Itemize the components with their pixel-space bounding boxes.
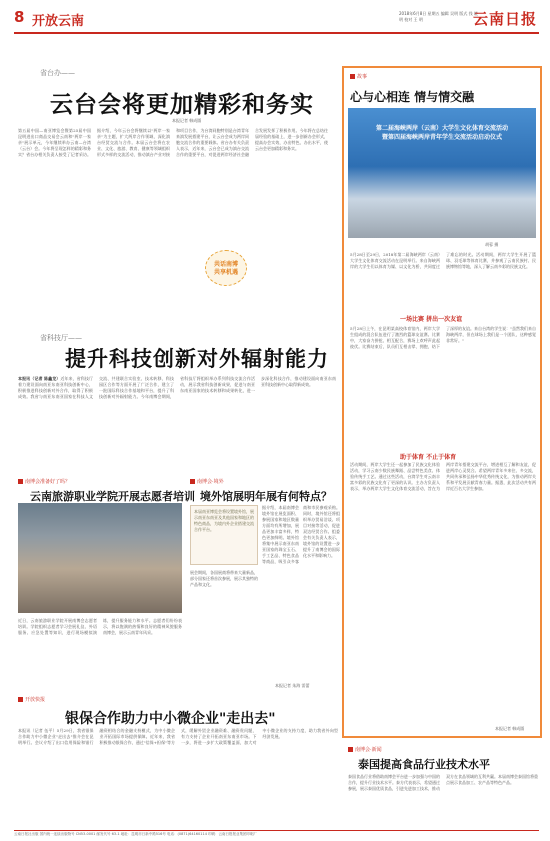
article2-text: 近年来，省科技厅着力建设面向南亚东南亚科技创新中心，积极推进科技创新对外合作，取得了积极成效。我省与南亚东南亚国家在科技人文交流、共建联合实验室、技术转移、科技园区合作等方面开展了广泛合作，建立了一批国际科技合作基地和平台，提升了科技创新对外辐射能力。今年南博会期间，省科技厅将组织举办系列科技交流合作活动，展示我省科技创新成果，促进与南亚东南亚国家的技术转移和成果转化，进一步深化科技合作，推动建设面向南亚东南亚科技创新中心取得新成效。 bbox=[18, 376, 336, 399]
article3-body: 近日，云南旅游职业学院开展南博会志愿者培训。学院组织志愿者学习会展礼仪、外语服务、应急处置等知识，进行现场模拟演练，提升服务能力和水平。志愿者们纷纷表示，将以饱满的热情和良好的精神风貌服务南博会，展示云南青年风采。 bbox=[18, 618, 182, 635]
feature-subhead2: 助于体育 不止于体育 bbox=[400, 454, 457, 461]
article1-byline: 本报记者 韩成圆 bbox=[172, 118, 202, 123]
section-name: 开放云南 bbox=[32, 14, 85, 29]
article1-kicker: 省台办—— bbox=[40, 69, 75, 77]
volunteer-training-photo bbox=[18, 503, 182, 613]
masthead-logo: 云南日报 bbox=[472, 10, 537, 28]
page-number: 8 bbox=[14, 8, 25, 26]
issue-info: 2018年6月8日 星期五 编辑 吴明 版式 钱 晓明 校对 王 明 bbox=[399, 11, 478, 22]
square-icon bbox=[190, 479, 195, 484]
article1-title: 云台会将更加精彩和务实 bbox=[50, 92, 314, 118]
article4-body2: 展会期间，各国展商将带来大量新品，部分国家还将首次参展，展示其独特的产品和文化。 bbox=[190, 570, 258, 587]
square-icon bbox=[348, 747, 353, 752]
article4-kicker bbox=[190, 478, 224, 485]
article6-body: 泰国食品行业将借助南博会平台进一步加强与中国的合作，提升行业技术水平。泰方代表表示，希望通过参展，展示泰国优质食品，引进先进加工技术，推动双方在食品领域的互利共赢。本届南博会泰国馆将重点展示食品加工、农产品等特色产品。 bbox=[348, 774, 538, 791]
callout-text: 本届南亚博览会将设置境外馆，展示南亚东南亚及其他国家和地区的特色商品，为境内外企业搭建交流合作平台。 bbox=[194, 509, 254, 532]
article3-title: 云南旅游职业学院开展志愿者培训 bbox=[30, 490, 195, 503]
article4-callout bbox=[190, 505, 258, 565]
feature-title: 心与心相连 情与情交融 bbox=[350, 90, 475, 104]
article4-title: 境外馆展明年展有何特点？ bbox=[200, 490, 332, 503]
feature-intro: 5月28日至29日，2018年第二届海峡两岸（云南）大学生文化体育交流活动在昆明举行。来自海峡两岸的大学生们以体育为媒、以文化为桥，共同度过了难忘的时光。活动期间，两岸大学生开展了篮球、羽毛球等体育比赛，并参观了云南民族村、民族博物馆等地，深入了解云南多彩的民族文化。 bbox=[350, 252, 536, 269]
page-footer: 云南日报社出版 国内统一连续出版物号 CN53-0001 邮发代号 63-1 地址：昆明市日新中路516号 电话：(0871)64160114 印刷：云南日报报业集团印刷厂 bbox=[14, 830, 539, 837]
article5-body: 本报讯（记者 伍平）5月29日，我省银保合作助力中小微企业"走出去"推介会在昆明举行。会议介绍了出口信用保险和银行融资相结合的金融支持模式，为中小微企业开拓国际市场提供保障。近年来，我省积极推动银保合作，通过"信保+担保"等方式，缓解外贸企业融资难、融资贵问题，有力支持了企业开拓南亚东南亚市场。下一步，将进一步扩大政策覆盖面，加大对中小微企业的支持力度，助力我省外向型经济发展。 bbox=[18, 728, 338, 745]
banner-line1: 第二届海峡两岸（云南）大学生文化体育交流活动 bbox=[375, 125, 508, 132]
banner-line2: 暨第四届海峡两岸青年学生交流活动启动仪式 bbox=[381, 134, 502, 141]
stamp-line2: 共享机遇 bbox=[213, 269, 238, 276]
square-icon bbox=[18, 479, 23, 484]
feature-kicker-text: 故事 bbox=[357, 74, 368, 80]
article4-body: 据介绍，本届南博会境外馆在展览面积、参展国家和地区数量方面均有所增加，展品更加丰富多样，特色更加鲜明。境外馆将集中展示南亚东南亚国家的珠宝玉石、手工艺品、特色食品等商品，吸引众多客商和市民参观采购。同时，境外馆还将组织举办贸易洽谈、项目对接等活动，促进双边经贸合作。组委会有关负责人表示，境外馆的设置进一步提升了南博会的国际化水平和影响力。 bbox=[262, 505, 340, 564]
article6-title: 泰国提高食品行业技术水平 bbox=[358, 758, 490, 771]
article1-body: 第五届中国—南亚博览会暨第25届中国昆明进出口商品交易会云南和"两岸一家亲"展示单元，今年继续举办云南—台湾（云台）会。今年将呈现怎样的精彩和务实？省台办相关负责人接受了记者采访。据介绍，今年云台会将继续以"两岸一家亲"为主题，扩大两岸合作领域，深化滇台经贸交流与合作。本届云台会将在农业、文化、旅游、教育、健康等领域组织形式多样的交流活动，推动滇台产业对接和项目合作，为台湾同胞特别是台湾青年来滇发展搭建平台，让云台会成为两岸同胞交流合作的重要载体。省台办有关负责人表示，近年来，云台会已成为滇台交流合作的重要平台，对促进两岸经济社会融合发展发挥了积极作用。今年将在总结往届经验的基础上，进一步创新办会形式，提高办会实效，办出特色、办出水平，使云台会更加精彩和务实。 bbox=[18, 128, 328, 157]
article5-kicker-text: 开放快报 bbox=[25, 697, 46, 703]
feature-body1: 5月28日上午，在昆明某高校体育馆内，两岸大学生组成的混合队伍进行了激烈的篮球友谊赛。比赛中，大家奋力拼抢、相互配合，赛场上欢呼声此起彼伏。比赛结束后，队员们互相击掌、拥抱，结下了深厚的友谊。来自台湾的学生说："虽然我们来自海峡两岸，但在球场上我们是一个团队，这种感觉非常好。" bbox=[350, 326, 536, 349]
article3-kicker bbox=[18, 478, 70, 485]
ceremony-banner bbox=[360, 124, 524, 142]
square-icon bbox=[350, 74, 355, 79]
article6-kicker-text: 南博会·新闻 bbox=[355, 747, 382, 753]
feature-subhead1: 一场比赛 拼出一次友谊 bbox=[400, 316, 463, 323]
article5-kicker bbox=[18, 696, 45, 703]
nanbo-stamp bbox=[205, 250, 247, 286]
article2-kicker: 省科技厅—— bbox=[40, 334, 82, 342]
article4-byline: 本报记者 朱海 雷蕾 bbox=[275, 683, 310, 688]
feature-kicker bbox=[350, 73, 367, 80]
article2-lead: 本报讯（记者 陈鑫龙） bbox=[18, 376, 61, 381]
photo-credit: 胡蓉 摄 bbox=[485, 242, 499, 247]
article3-kicker-text: 南博会准备好了吗？ bbox=[25, 479, 71, 485]
feature-byline: 本报记者 韩成圆 bbox=[495, 726, 525, 731]
square-icon bbox=[18, 697, 23, 702]
article6-kicker bbox=[348, 746, 382, 753]
article2-title: 提升科技创新对外辐射能力 bbox=[65, 347, 329, 371]
article5-title: 银保合作助力中小微企业"走出去" bbox=[65, 711, 276, 727]
stamp-line1: 共话南博 bbox=[213, 261, 238, 268]
page-header bbox=[14, 8, 539, 34]
article4-kicker-text: 南博会·境外 bbox=[197, 479, 224, 485]
feature-body2: 活动期间，两岸大学生还一起参加了民族文化体验活动，学习云南少数民族舞蹈、品尝特色美食、体验传统手工艺。通过这些活动，台湾学生对云南丰富多彩的民族文化有了更深的认识。主办方负责人表示，举办两岸大学生文化体育交流活动，旨在为两岸青年搭建交流平台，增进相互了解和友谊，促进两岸心灵契合。希望两岸青年多来往、多交流，共同传承和弘扬中华优秀传统文化，为推动两岸关系和平发展贡献青春力量。据悉，此次活动共有两岸近百名大学生参加。 bbox=[350, 462, 536, 491]
article2-body bbox=[18, 376, 336, 466]
